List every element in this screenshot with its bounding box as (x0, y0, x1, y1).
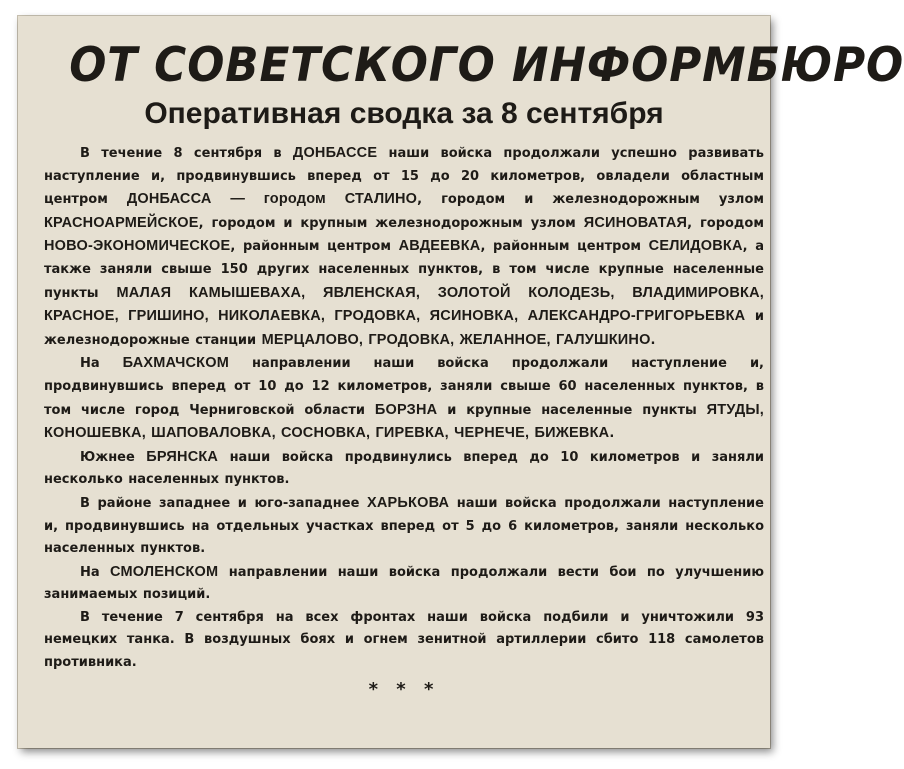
paragraph-text: , районным центром (230, 239, 399, 255)
paragraph (44, 561, 764, 607)
paragraph (44, 446, 764, 492)
paragraph-text: , а также заняли свыше 150 других населенных пунктов, в том числе крупные населенные пункты (44, 239, 764, 301)
newspaper-clipping-frame (18, 16, 904, 748)
paragraph-text: В районе западнее и юго-западнее (80, 495, 368, 511)
place-name: ХАРЬКОВА (367, 494, 450, 511)
place-name: БРЯНСКА (146, 448, 219, 465)
place-name: МАЛАЯ КАМЫШЕВАХА, ЯВЛЕНСКАЯ, ЗОЛОТОЙ КОЛОДЕЗЬ, ВЛАДИМИРОВКА, КРАСНОЕ, ГРИШИНО, НИКОЛАЕВКА, ГРОДОВКА, ЯСИНОВКА, АЛЕКСАНДРО-ГРИГОРЬЕВКА (44, 284, 764, 325)
paragraph-text: наши войска продолжали наступление и, продвинувшись на отдельных участках вперед от 5 до 6 километров, заняли несколько населенных пунктов. (44, 495, 764, 557)
article-body (44, 142, 764, 675)
paragraph-text: , городом и крупным железнодорожным узлом (198, 215, 584, 231)
paragraph-text: . (650, 332, 656, 348)
place-name: ЯТУДЫ, КОНОШЕВКА, ШАПОВАЛОВКА, СОСНОВКА, ГИРЕВКА, ЧЕРНЕЧЕ, БИЖЕВКА (44, 401, 764, 442)
place-name: КРАСНОАРМЕЙСКОЕ (44, 214, 199, 231)
newspaper-clipping (44, 38, 904, 700)
paragraph-text: На (80, 564, 111, 580)
place-name: ЯСИНОВАТАЯ (583, 214, 688, 231)
paragraph-text: На (80, 356, 123, 372)
paragraph (44, 142, 764, 352)
paragraph (44, 492, 764, 561)
paragraph-text: В течение 7 сентября на всех фронтах наши войска подбили и уничтожили 93 немецких танка. В воздушных боях и огнем зенитной артиллерии сбито 118 самолетов противника. (44, 609, 764, 671)
paragraph-text: В течение 8 сентября в (80, 146, 293, 161)
place-name: НОВО-ЭКОНОМИЧЕСКОЕ (44, 238, 231, 255)
paragraph-text: наши войска продолжали успешно развивать наступление и, продвинувшись вперед от 15 до 20 километров, овладели областным центром (44, 146, 764, 208)
headline: ОТ СОВЕТСКОГО ИНФОРМБЮРО (69, 38, 904, 93)
paragraph-text: , районным центром (480, 239, 649, 255)
place-name: СЕЛИДОВКА (648, 238, 743, 255)
place-name: БОРЗНА (374, 401, 438, 418)
paragraph (44, 607, 764, 675)
place-name: СМОЛЕНСКОМ (110, 563, 219, 580)
paragraph-text: направлении наши войска продолжали наступление и, продвинувшись вперед от 10 до 12 километров, заняли свыше 60 населенных пунктов, в том числе город Черниговской области (44, 356, 764, 418)
paragraph-text: и железнодорожные станции (44, 309, 764, 348)
paragraph-text: . (609, 426, 615, 442)
place-name: АВДЕЕВКА (398, 238, 481, 255)
paragraph-text: наши войска продвинулись вперед до 10 километров и заняли несколько населенных пунктов. (44, 449, 764, 488)
place-name: БАХМАЧСКОМ (122, 355, 229, 372)
paragraph (44, 352, 764, 445)
place-name: ДОНБАССЕ (292, 145, 378, 161)
paragraph-text: , городом (687, 215, 764, 231)
place-name: МЕРЦАЛОВО, ГРОДОВКА, ЖЕЛАННОЕ, ГАЛУШКИНО (261, 331, 651, 348)
subheadline: Оперативная сводка за 8 сентября (144, 97, 664, 130)
paragraph-text: Южнее (80, 449, 147, 465)
paragraph-text: и крупные населенные пункты (437, 402, 707, 418)
separator-stars: * * * (368, 678, 440, 700)
paragraph-text: направлении наши войска продолжали вести бои по улучшению занимаемых позиций. (44, 564, 764, 603)
place-name: ДОНБАССА — городом СТАЛИНО (126, 191, 418, 208)
paragraph-text: , городом и железнодорожным узлом (417, 192, 764, 208)
